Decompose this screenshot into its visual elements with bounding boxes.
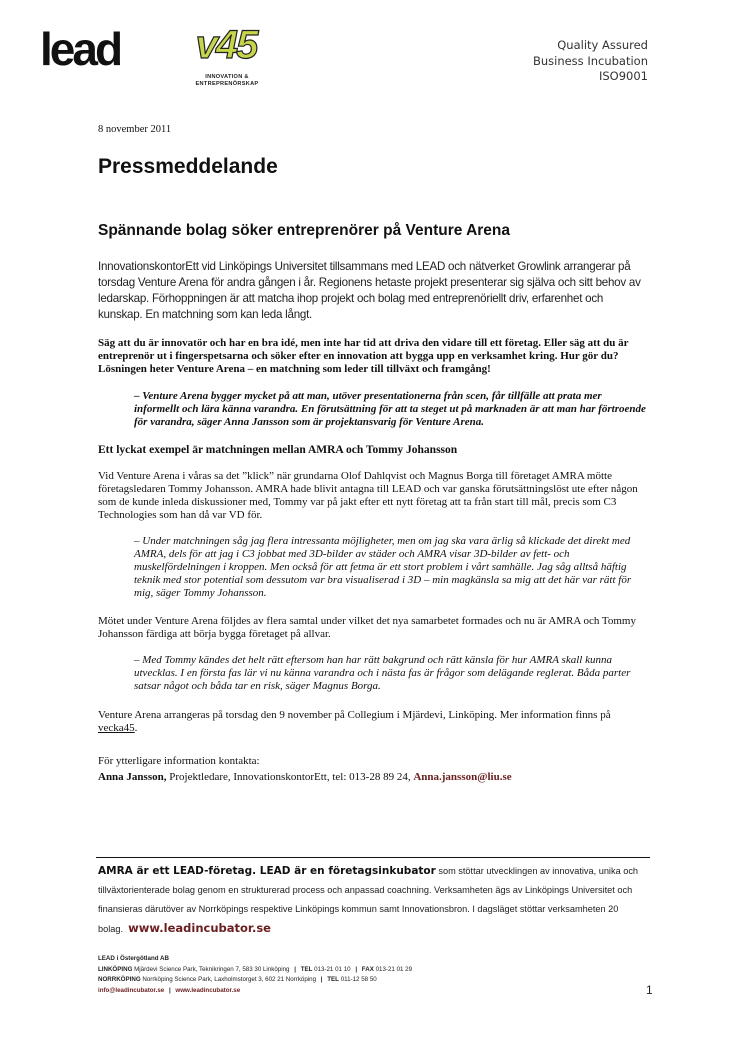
- section-heading: Ett lyckat exempel är matchningen mellan AMRA och Tommy Johansson: [98, 444, 458, 456]
- footer-web-link[interactable]: www.leadincubator.se: [175, 986, 241, 994]
- lead-logo: lead: [40, 23, 121, 75]
- event-info-text: Venture Arena arrangeras på torsdag den 9 november på Collegium i Mjärdevi, Linköping. Mer information finns på: [98, 709, 611, 721]
- linkoping-tel: 013-21 01 10: [314, 965, 351, 973]
- footer-address-block: [98, 954, 412, 996]
- quality-line: Quality Assured: [557, 38, 648, 52]
- event-info-end: .: [134, 722, 138, 734]
- page-title: Pressmeddelande: [98, 155, 278, 178]
- quality-line: ISO9001: [598, 69, 648, 83]
- quote-anna-jansson: – Venture Arena bygger mycket på att man, utöver presentationerna från scen, får tillfälle att prata mer informellt och lära känna varandra. En förutsättning för att ta steget ut på marknaden är att man har förtroende för varandra, säger Anna Jansson som är projektansvarig för Venture Arena.: [134, 390, 646, 428]
- intro-paragraph: InnovationskontorEtt vid Linköpings Universitet tillsammans med LEAD och nätverket Growlink arrangerar på torsdag Venture Arena för andra gången i år. Regionens hetaste projekt presenterar sig själva och sitt behov av ledarskap. Förhoppningen är att matcha ihop projekt och bolag med entreprenöriellt driv, erfarenhet och kunskap. En matchning som kan leda långt.: [98, 260, 641, 321]
- quality-assured-block: [533, 38, 648, 85]
- footer-website-link[interactable]: www.leadincubator.se: [128, 921, 271, 935]
- body-paragraph-amra: Vid Venture Arena i våras sa det ”klick” när grundarna Olof Dahlqvist och Magnus Borga till företaget AMRA mötte företagsledaren Tommy Johansson. AMRA hade blivit antagna till LEAD och var ganska förutsättningslöst ute efter någon som de kunde inleda diskussioner med, Tommy var på jakt efter ett nytt företag att ta från start till mål, precis som C3 Technologies som han då var VD för.: [98, 470, 638, 521]
- footer-divider: [96, 857, 650, 858]
- footer-body-text: som stöttar utvecklingen av innovativa, unika och tillväxtorienterade bolag genom en strukturerad process och anpassad coachning. Verksamheten ägs av Linköpings Universitet och finansieras därutöver av Norrköpings respektive Linköpings kommun samt Innovationsbron. I dagsläget stöttar verksamheten 20 bolag.: [98, 866, 639, 934]
- footer-email-link[interactable]: info@leadincubator.se: [98, 986, 165, 994]
- linkoping-address: Mjärdevi Science Park, Teknikringen 7, 583 30 Linköping: [134, 965, 290, 973]
- contact-heading: För ytterligare information kontakta:: [98, 755, 260, 767]
- separator: |: [355, 965, 358, 973]
- norrkoping-address: Norrköping Science Park, Laxholmstorget 3, 602 21 Norrköping: [142, 976, 317, 983]
- vecka45-link[interactable]: vecka45: [98, 722, 135, 734]
- v45-logo: [182, 18, 272, 96]
- norrkoping-tel: 011-12 58 50: [340, 976, 377, 983]
- v45-tagline-2: ENTREPRENÖRSKAP: [195, 81, 259, 87]
- quote-tommy-johansson: – Under matchningen såg jag flera intressanta möjligheter, men om jag ska vara ärlig så klickade det direkt med AMRA, dels för att jag i C3 jobbat med 3D-bilder av städer och AMRA visar 3D-bilder av fett- och muskelfördelningen i kroppen. Men också för att fetma är ett stort problem i vårt samhälle. Jag såg alltså häftig teknik med stor potential som dessutom var bra visualiserad i 3D – min magkänsla sa mig att det här var rätt för mig, säger Tommy Johansson.: [134, 535, 632, 599]
- org-name: LEAD i Östergötland AB: [98, 955, 169, 962]
- contact-details: Projektledare, InnovationskontorEtt, tel: 013-28 89 24,: [166, 771, 414, 783]
- contact-line: [98, 771, 648, 784]
- linkoping-label: LINKÖPING: [98, 965, 133, 973]
- press-release-headline: Spännande bolag söker entreprenörer på Venture Arena: [98, 222, 511, 239]
- norrkoping-tel-label: TEL: [327, 976, 339, 983]
- body-paragraph-collaboration: Mötet under Venture Arena följdes av flera samtal under vilket det nya samarbetet formades och nu är AMRA och Tommy Johansson färdiga att börja bygga företaget på allvar.: [98, 615, 636, 640]
- quote-magnus-borga: – Med Tommy kändes det helt rätt eftersom han har rätt bakgrund och rätt känsla för hur AMRA skall kunna utvecklas. I en första fas lär vi nu känna varandra och i nästa fas är frågor som delägande reglerat. Båda parter satsar något och båda tar en risk, säger Magnus Borga.: [134, 654, 631, 692]
- v45-logo-mark: v45: [195, 23, 257, 67]
- v45-tagline-1: INNOVATION &: [205, 74, 249, 80]
- lead-paragraph: Säg att du är innovatör och har en bra idé, men inte har tid att driva den vidare till ett företag. Eller säg att du är entreprenör ut i fingerspetsarna och söker efter en innovation att bygga upp en verksamhet kring. Hur gör du? Lösningen heter Venture Arena – en matchning som leder till tillväxt och framgång!: [98, 337, 629, 375]
- footer-lead-statement: AMRA är ett LEAD-företag. LEAD är en företagsinkubator: [98, 865, 436, 877]
- separator: |: [168, 986, 171, 994]
- linkoping-tel-label: TEL: [300, 965, 313, 973]
- footer-description: [98, 862, 650, 939]
- separator: |: [294, 965, 296, 973]
- separator: |: [320, 976, 323, 983]
- document-date: 8 november 2011: [98, 124, 172, 135]
- linkoping-fax: 013-21 01 29: [375, 965, 413, 973]
- page-number: 1: [646, 983, 653, 997]
- linkoping-fax-label: FAX: [361, 965, 374, 973]
- body-paragraph-event-info: [98, 709, 648, 735]
- contact-email-link[interactable]: Anna.jansson@liu.se: [413, 771, 512, 783]
- contact-name: Anna Jansson,: [98, 771, 167, 783]
- quality-line: Business Incubation: [532, 53, 648, 68]
- norrkoping-label: NORRKÖPING: [98, 976, 141, 983]
